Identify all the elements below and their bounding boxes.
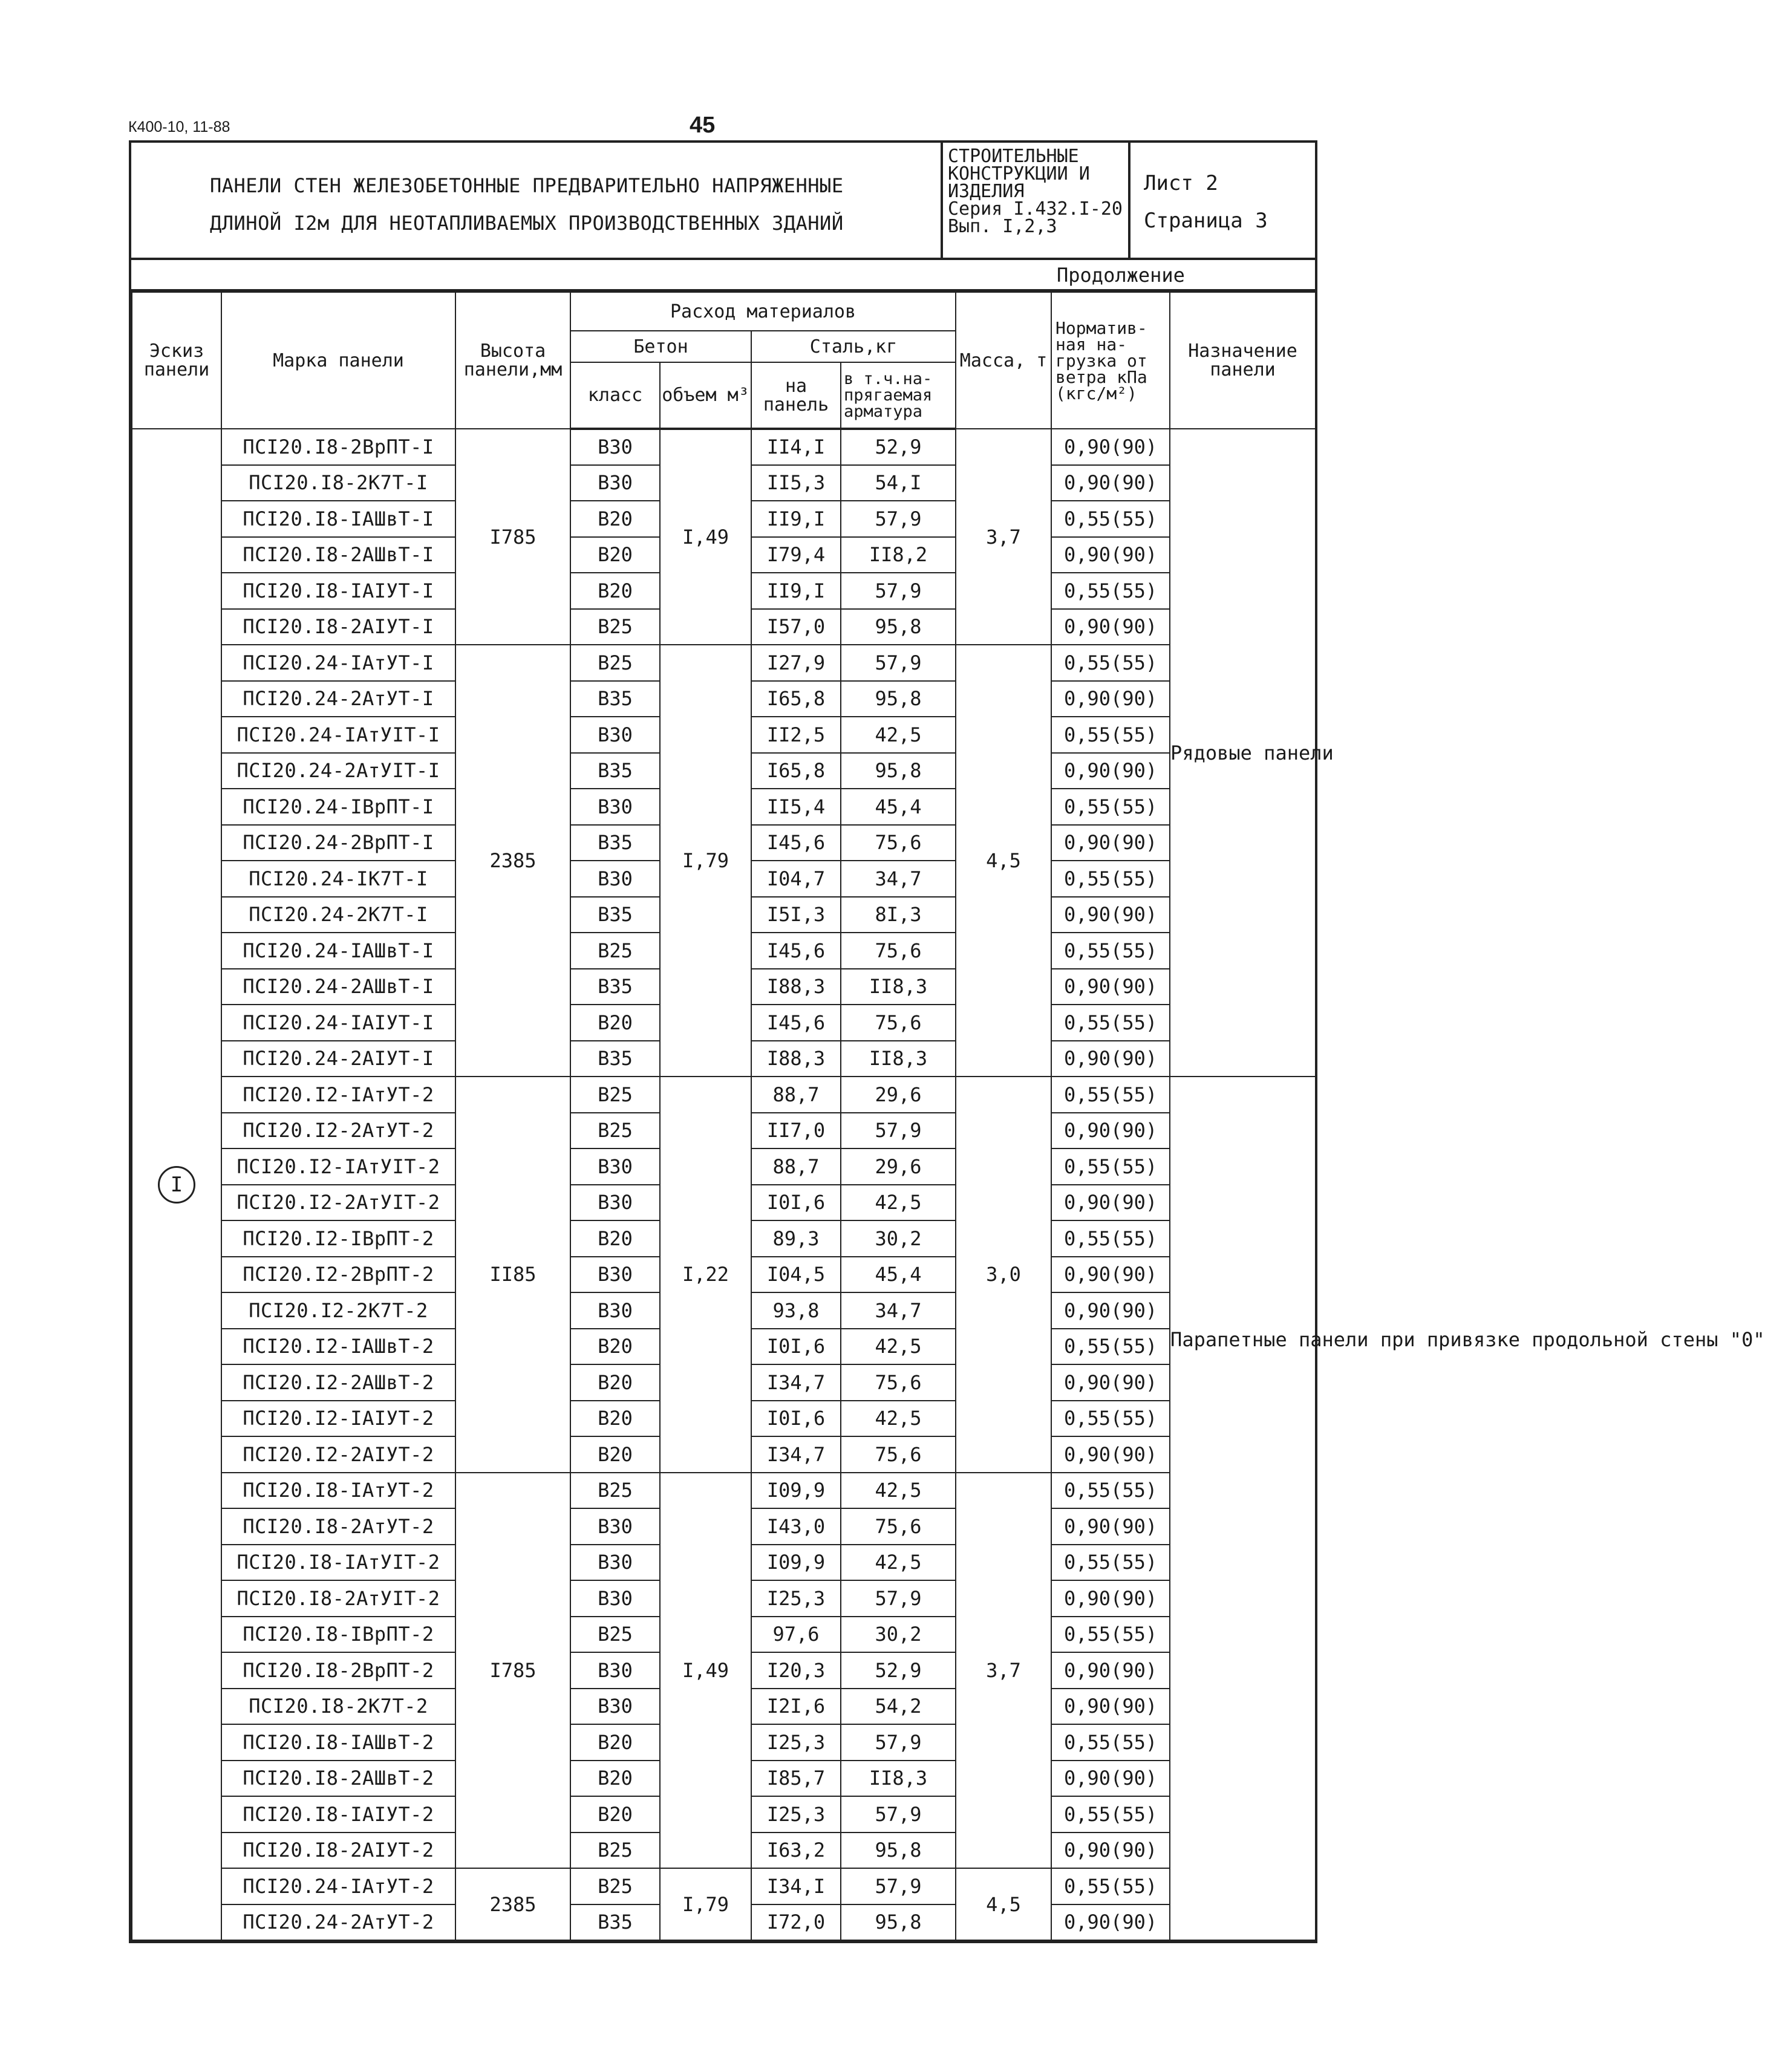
steel-per-panel: I34,7 <box>751 1436 841 1473</box>
panel-mark: ПСI20.I8-IВрПТ-2 <box>221 1617 455 1653</box>
concrete-volume: I,49 <box>660 429 751 645</box>
wind-load: 0,90(90) <box>1051 465 1170 501</box>
header-steel: Сталь,кг <box>751 331 956 362</box>
panel-mark: ПСI20.I2-2ВрПТ-2 <box>221 1257 455 1293</box>
steel-prestressed: 75,6 <box>841 1005 956 1041</box>
steel-prestressed: 57,9 <box>841 1724 956 1761</box>
steel-prestressed: 75,6 <box>841 825 956 861</box>
steel-prestressed: 42,5 <box>841 717 956 753</box>
steel-prestressed: 75,6 <box>841 1436 956 1473</box>
header-sketch: Эскиз панели <box>132 292 221 429</box>
panel-height: 2385 <box>455 645 570 1077</box>
concrete-class: В25 <box>570 1868 660 1904</box>
panel-mark: ПСI20.24-2ВрПТ-I <box>221 825 455 861</box>
concrete-class: В20 <box>570 1364 660 1401</box>
panel-mark: ПСI20.I2-2К7Т-2 <box>221 1292 455 1329</box>
wind-load: 0,90(90) <box>1051 1041 1170 1077</box>
steel-per-panel: II5,4 <box>751 789 841 825</box>
panel-mark: ПСI20.I8-2АIУТ-I <box>221 609 455 645</box>
steel-prestressed: 42,5 <box>841 1329 956 1365</box>
concrete-class: В35 <box>570 1041 660 1077</box>
panel-mark: ПСI20.24-2АтУТ-I <box>221 681 455 717</box>
steel-prestressed: 57,9 <box>841 573 956 609</box>
concrete-class: В30 <box>570 465 660 501</box>
steel-per-panel: II7,0 <box>751 1113 841 1149</box>
steel-prestressed: 34,7 <box>841 1292 956 1329</box>
concrete-class: В30 <box>570 429 660 465</box>
table-row <box>132 1473 1316 1509</box>
document-title <box>131 143 943 258</box>
steel-per-panel: II9,I <box>751 501 841 537</box>
concrete-class: В30 <box>570 1148 660 1185</box>
header-concrete: Бетон <box>570 331 751 362</box>
wind-load: 0,55(55) <box>1051 1473 1170 1509</box>
wind-load: 0,90(90) <box>1051 1580 1170 1617</box>
steel-prestressed: 29,6 <box>841 1148 956 1185</box>
concrete-class: В20 <box>570 1436 660 1473</box>
steel-prestressed: II8,3 <box>841 969 956 1005</box>
steel-prestressed: 57,9 <box>841 1868 956 1904</box>
steel-prestressed: II8,2 <box>841 537 956 573</box>
steel-prestressed: 45,4 <box>841 789 956 825</box>
panels-table <box>131 292 1765 1941</box>
concrete-class: В30 <box>570 1580 660 1617</box>
wind-load: 0,90(90) <box>1051 1185 1170 1221</box>
steel-prestressed: 42,5 <box>841 1545 956 1581</box>
wind-load: 0,90(90) <box>1051 1833 1170 1869</box>
concrete-class: В30 <box>570 1545 660 1581</box>
series-line: Серия I.432.I-20 <box>948 198 1123 220</box>
concrete-volume: I,49 <box>660 1473 751 1869</box>
steel-prestressed: 52,9 <box>841 1652 956 1689</box>
panel-mark: ПСI20.24-IАтУТ-2 <box>221 1868 455 1904</box>
panel-mark: ПСI20.I2-IАШвТ-2 <box>221 1329 455 1365</box>
panel-height: II85 <box>455 1077 570 1473</box>
panel-mark: ПСI20.24-IАШвТ-I <box>221 933 455 969</box>
wind-load: 0,90(90) <box>1051 429 1170 465</box>
concrete-class: В20 <box>570 1005 660 1041</box>
wind-load: 0,90(90) <box>1051 1761 1170 1797</box>
panel-mark: ПСI20.I8-2АIУТ-2 <box>221 1833 455 1869</box>
table-row <box>132 1077 1316 1113</box>
concrete-class: В35 <box>570 969 660 1005</box>
wind-load: 0,55(55) <box>1051 861 1170 897</box>
sheet-block <box>1130 143 1315 258</box>
panel-mass: 3,7 <box>956 429 1051 645</box>
steel-per-panel: I45,6 <box>751 1005 841 1041</box>
concrete-volume: I,79 <box>660 1868 751 1940</box>
steel-prestressed: 30,2 <box>841 1220 956 1257</box>
concrete-class: В20 <box>570 1724 660 1761</box>
panel-mark: ПСI20.I8-IАIУТ-2 <box>221 1796 455 1833</box>
wind-load: 0,55(55) <box>1051 1220 1170 1257</box>
panel-mark: ПСI20.I8-2АтУIТ-2 <box>221 1580 455 1617</box>
concrete-class: В20 <box>570 1329 660 1365</box>
wind-load: 0,55(55) <box>1051 573 1170 609</box>
steel-per-panel: I09,9 <box>751 1545 841 1581</box>
header-prestressed: в т.ч.на-прягаемая арматура <box>841 362 956 429</box>
panel-mark: ПСI20.24-2АтУIТ-I <box>221 753 455 789</box>
header-height: Высота панели,мм <box>455 292 570 429</box>
steel-prestressed: 95,8 <box>841 681 956 717</box>
concrete-class: В20 <box>570 1796 660 1833</box>
steel-prestressed: II8,3 <box>841 1761 956 1797</box>
steel-per-panel: I45,6 <box>751 825 841 861</box>
continuation-row <box>131 260 1315 292</box>
panel-mark: ПСI20.I2-IАтУТ-2 <box>221 1077 455 1113</box>
steel-prestressed: 57,9 <box>841 501 956 537</box>
wind-load: 0,55(55) <box>1051 1329 1170 1365</box>
concrete-class: В35 <box>570 753 660 789</box>
wind-load: 0,90(90) <box>1051 1113 1170 1149</box>
steel-per-panel: 97,6 <box>751 1617 841 1653</box>
wind-load: 0,55(55) <box>1051 1148 1170 1185</box>
steel-prestressed: 95,8 <box>841 1904 956 1941</box>
concrete-class: В30 <box>570 1257 660 1293</box>
wind-load: 0,90(90) <box>1051 1436 1170 1473</box>
panel-mark: ПСI20.I8-IАIУТ-I <box>221 573 455 609</box>
panel-mark: ПСI20.I2-2АтУТ-2 <box>221 1113 455 1149</box>
series-line: КОНСТРУКЦИИ И <box>948 163 1090 184</box>
wind-load: 0,90(90) <box>1051 1257 1170 1293</box>
steel-prestressed: 75,6 <box>841 1508 956 1545</box>
wind-load: 0,90(90) <box>1051 1508 1170 1545</box>
wind-load: 0,55(55) <box>1051 1796 1170 1833</box>
steel-per-panel: I57,0 <box>751 609 841 645</box>
header-per-panel: на панель <box>751 362 841 429</box>
concrete-class: В30 <box>570 1185 660 1221</box>
steel-per-panel: 89,3 <box>751 1220 841 1257</box>
panel-mark: ПСI20.I2-2АIУТ-2 <box>221 1436 455 1473</box>
steel-per-panel: I88,3 <box>751 1041 841 1077</box>
wind-load: 0,90(90) <box>1051 897 1170 933</box>
wind-load: 0,55(55) <box>1051 501 1170 537</box>
concrete-class: В35 <box>570 681 660 717</box>
steel-prestressed: 34,7 <box>841 861 956 897</box>
concrete-class: В20 <box>570 501 660 537</box>
concrete-class: В35 <box>570 897 660 933</box>
panel-mark: ПСI20.I8-2АШвТ-I <box>221 537 455 573</box>
header-mass: Масса, т <box>956 292 1051 429</box>
steel-per-panel: I79,4 <box>751 537 841 573</box>
steel-prestressed: 42,5 <box>841 1401 956 1437</box>
panel-height: I785 <box>455 1473 570 1869</box>
panel-mark: ПСI20.24-2АШвТ-I <box>221 969 455 1005</box>
panel-mark: ПСI20.I8-IАтУТ-2 <box>221 1473 455 1509</box>
panel-mark: ПСI20.24-IК7Т-I <box>221 861 455 897</box>
wind-load: 0,55(55) <box>1051 1005 1170 1041</box>
wind-load: 0,90(90) <box>1051 1364 1170 1401</box>
steel-prestressed: 95,8 <box>841 753 956 789</box>
title-block <box>131 143 1315 260</box>
steel-prestressed: 57,9 <box>841 1113 956 1149</box>
wind-load: 0,90(90) <box>1051 969 1170 1005</box>
panel-mark: ПСI20.I8-2АШвТ-2 <box>221 1761 455 1797</box>
concrete-class: В20 <box>570 573 660 609</box>
concrete-class: В25 <box>570 1617 660 1653</box>
drawing-sheet <box>129 140 1765 1943</box>
wind-load: 0,90(90) <box>1051 1292 1170 1329</box>
sketch-cell <box>132 429 221 1940</box>
panel-mass: 3,0 <box>956 1077 1051 1473</box>
steel-per-panel: I65,8 <box>751 753 841 789</box>
concrete-class: В20 <box>570 1401 660 1437</box>
wind-load: 0,90(90) <box>1051 681 1170 717</box>
wind-load: 0,90(90) <box>1051 1689 1170 1725</box>
document-code: К400-10, 11-88 <box>128 119 230 135</box>
purpose-cell: Парапетные панели при привязке продольной стены "0" <box>1170 1077 1316 1940</box>
wind-load: 0,90(90) <box>1051 609 1170 645</box>
steel-prestressed: 52,9 <box>841 429 956 465</box>
wind-load: 0,55(55) <box>1051 933 1170 969</box>
table-body <box>132 429 1765 1940</box>
concrete-class: В20 <box>570 1761 660 1797</box>
steel-prestressed: 57,9 <box>841 1796 956 1833</box>
concrete-class: В30 <box>570 861 660 897</box>
concrete-class: В25 <box>570 1833 660 1869</box>
concrete-class: В25 <box>570 609 660 645</box>
steel-per-panel: II5,3 <box>751 465 841 501</box>
steel-per-panel: II4,I <box>751 429 841 465</box>
panel-mass: 3,7 <box>956 1473 1051 1869</box>
series-block <box>943 143 1130 258</box>
steel-per-panel: I25,3 <box>751 1724 841 1761</box>
steel-per-panel: I20,3 <box>751 1652 841 1689</box>
steel-per-panel: I2I,6 <box>751 1689 841 1725</box>
steel-prestressed: II8,3 <box>841 1041 956 1077</box>
steel-per-panel: I34,I <box>751 1868 841 1904</box>
steel-per-panel: I0I,6 <box>751 1185 841 1221</box>
steel-prestressed: 54,I <box>841 465 956 501</box>
panel-mark: ПСI20.24-IАтУIТ-I <box>221 717 455 753</box>
panel-height: 2385 <box>455 1868 570 1940</box>
panel-mark: ПСI20.I8-2К7Т-I <box>221 465 455 501</box>
wind-load: 0,90(90) <box>1051 1652 1170 1689</box>
concrete-class: В30 <box>570 717 660 753</box>
steel-per-panel: I25,3 <box>751 1580 841 1617</box>
table-row <box>132 1868 1316 1904</box>
steel-per-panel: I63,2 <box>751 1833 841 1869</box>
purpose-cell: Рядовые панели <box>1170 429 1316 1077</box>
steel-per-panel: 88,7 <box>751 1077 841 1113</box>
wind-load: 0,55(55) <box>1051 1545 1170 1581</box>
concrete-volume: I,22 <box>660 1077 751 1473</box>
panel-mark: ПСI20.24-IВрПТ-I <box>221 789 455 825</box>
steel-per-panel: I43,0 <box>751 1508 841 1545</box>
panel-mark: ПСI20.I2-IАIУТ-2 <box>221 1401 455 1437</box>
steel-per-panel: I34,7 <box>751 1364 841 1401</box>
panel-mark: ПСI20.I2-2АтУIТ-2 <box>221 1185 455 1221</box>
sketch-number-badge: I <box>158 1166 195 1204</box>
panel-mark: ПСI20.I2-IВрПТ-2 <box>221 1220 455 1257</box>
header-materials: Расход материалов <box>570 292 956 331</box>
wind-load: 0,55(55) <box>1051 1724 1170 1761</box>
panel-mark: ПСI20.I2-IАтУIТ-2 <box>221 1148 455 1185</box>
concrete-class: В25 <box>570 1473 660 1509</box>
wind-load: 0,55(55) <box>1051 717 1170 753</box>
wind-load: 0,55(55) <box>1051 645 1170 681</box>
concrete-class: В25 <box>570 645 660 681</box>
concrete-volume: I,79 <box>660 645 751 1077</box>
table-row <box>132 645 1316 681</box>
steel-per-panel: I72,0 <box>751 1904 841 1941</box>
steel-prestressed: 75,6 <box>841 933 956 969</box>
steel-prestressed: 57,9 <box>841 1580 956 1617</box>
sheet-number: Лист 2 <box>1144 171 1218 195</box>
panel-mark: ПСI20.24-IАIУТ-I <box>221 1005 455 1041</box>
table-row <box>132 429 1316 465</box>
steel-prestressed: 54,2 <box>841 1689 956 1725</box>
steel-per-panel: 93,8 <box>751 1292 841 1329</box>
concrete-class: В30 <box>570 1652 660 1689</box>
steel-per-panel: I0I,6 <box>751 1401 841 1437</box>
concrete-class: В35 <box>570 825 660 861</box>
steel-prestressed: 42,5 <box>841 1473 956 1509</box>
steel-prestressed: 95,8 <box>841 1833 956 1869</box>
steel-per-panel: II2,5 <box>751 717 841 753</box>
header-mark: Марка панели <box>221 292 455 429</box>
series-line: Вып. I,2,3 <box>948 216 1057 237</box>
wind-load: 0,90(90) <box>1051 753 1170 789</box>
steel-per-panel: I09,9 <box>751 1473 841 1509</box>
panel-mark: ПСI20.I8-2ВрПТ-I <box>221 429 455 465</box>
title-line-1: ПАНЕЛИ СТЕН ЖЕЛЕЗОБЕТОННЫЕ ПРЕДВАРИТЕЛЬНО НАПРЯЖЕННЫЕ <box>210 174 844 197</box>
panel-mass: 4,5 <box>956 1868 1051 1940</box>
page-label: Страница 3 <box>1144 209 1268 233</box>
wind-load: 0,90(90) <box>1051 825 1170 861</box>
panel-mark: ПСI20.24-2К7Т-I <box>221 897 455 933</box>
wind-load: 0,90(90) <box>1051 537 1170 573</box>
concrete-class: В20 <box>570 537 660 573</box>
concrete-class: В30 <box>570 1292 660 1329</box>
steel-prestressed: 95,8 <box>841 609 956 645</box>
wind-load: 0,90(90) <box>1051 1904 1170 1941</box>
concrete-class: В20 <box>570 1220 660 1257</box>
steel-per-panel: II9,I <box>751 573 841 609</box>
concrete-class: В25 <box>570 1113 660 1149</box>
header-class: класс <box>570 362 660 429</box>
concrete-class: В30 <box>570 1689 660 1725</box>
wind-load: 0,55(55) <box>1051 1077 1170 1113</box>
header-purpose: Назначение панели <box>1170 292 1316 429</box>
title-line-2: ДЛИНОЙ I2м ДЛЯ НЕОТАПЛИВАЕМЫХ ПРОИЗВОДСТВЕННЫХ ЗДАНИЙ <box>210 212 844 235</box>
wind-load: 0,55(55) <box>1051 1401 1170 1437</box>
concrete-class: В30 <box>570 789 660 825</box>
panel-mark: ПСI20.I8-IАШвТ-I <box>221 501 455 537</box>
panel-mark: ПСI20.I8-2АтУТ-2 <box>221 1508 455 1545</box>
wind-load: 0,55(55) <box>1051 789 1170 825</box>
series-line: СТРОИТЕЛЬНЫЕ <box>948 146 1079 167</box>
concrete-class: В30 <box>570 1508 660 1545</box>
panel-height: I785 <box>455 429 570 645</box>
steel-per-panel: I0I,6 <box>751 1329 841 1365</box>
steel-per-panel: I5I,3 <box>751 897 841 933</box>
steel-per-panel: I04,7 <box>751 861 841 897</box>
steel-prestressed: 42,5 <box>841 1185 956 1221</box>
steel-per-panel: 88,7 <box>751 1148 841 1185</box>
panel-mark: ПСI20.I8-2К7Т-2 <box>221 1689 455 1725</box>
steel-prestressed: 57,9 <box>841 645 956 681</box>
wind-load: 0,55(55) <box>1051 1617 1170 1653</box>
panel-mark: ПСI20.I8-IАШвТ-2 <box>221 1724 455 1761</box>
header-volume: объем м³ <box>660 362 751 429</box>
concrete-class: В25 <box>570 1077 660 1113</box>
panel-mark: ПСI20.I8-IАтУIТ-2 <box>221 1545 455 1581</box>
panel-mark: ПСI20.I2-2АШвТ-2 <box>221 1364 455 1401</box>
steel-per-panel: I45,6 <box>751 933 841 969</box>
page-number: 45 <box>690 112 716 138</box>
panel-mark: ПСI20.I8-2ВрПТ-2 <box>221 1652 455 1689</box>
concrete-class: В35 <box>570 1904 660 1941</box>
steel-prestressed: 29,6 <box>841 1077 956 1113</box>
steel-prestressed: 45,4 <box>841 1257 956 1293</box>
steel-prestressed: 30,2 <box>841 1617 956 1653</box>
steel-per-panel: I27,9 <box>751 645 841 681</box>
steel-per-panel: I04,5 <box>751 1257 841 1293</box>
panel-mark: ПСI20.24-2АтУТ-2 <box>221 1904 455 1941</box>
steel-per-panel: I65,8 <box>751 681 841 717</box>
steel-prestressed: 8I,3 <box>841 897 956 933</box>
series-line: ИЗДЕЛИЯ <box>948 181 1025 202</box>
concrete-class: В25 <box>570 933 660 969</box>
steel-per-panel: I25,3 <box>751 1796 841 1833</box>
continuation-label: Продолжение <box>1057 264 1185 287</box>
wind-load: 0,55(55) <box>1051 1868 1170 1904</box>
steel-per-panel: I85,7 <box>751 1761 841 1797</box>
header-wind-load: Норматив-ная на-грузка от ветра кПа (кгс/м²) <box>1051 292 1170 429</box>
panel-mark: ПСI20.24-IАтУТ-I <box>221 645 455 681</box>
panel-mass: 4,5 <box>956 645 1051 1077</box>
steel-prestressed: 75,6 <box>841 1364 956 1401</box>
steel-per-panel: I88,3 <box>751 969 841 1005</box>
panel-mark: ПСI20.24-2АIУТ-I <box>221 1041 455 1077</box>
